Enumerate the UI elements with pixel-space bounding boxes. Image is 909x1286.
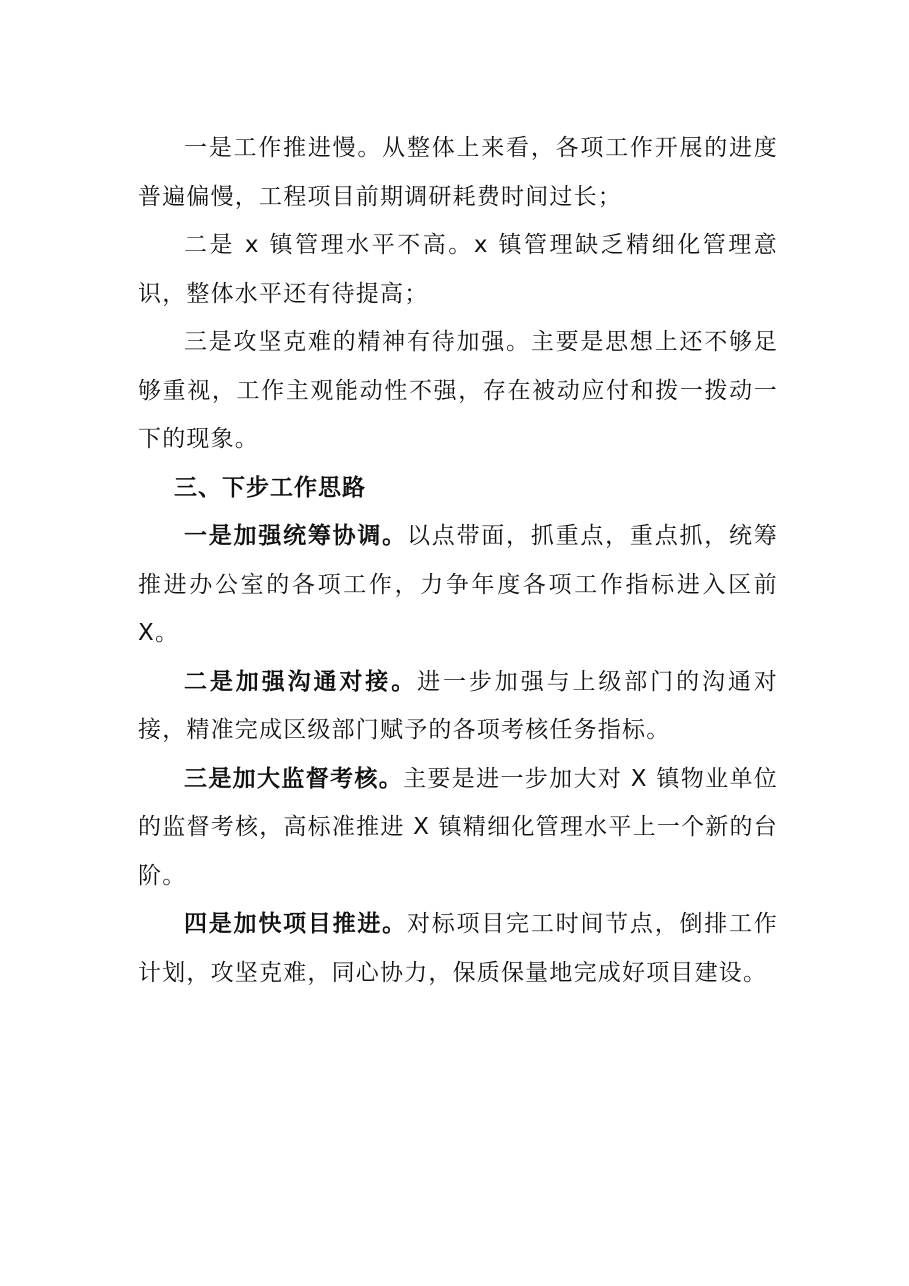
paragraph-measure-3 xyxy=(138,755,778,901)
paragraph-measure-1 xyxy=(138,512,778,658)
measure-lead: 二是加强沟通对接。 xyxy=(184,668,418,695)
paragraph-problem-3 xyxy=(138,318,778,464)
paragraph-text: 三是攻坚克难的精神有待加强。主要是思想上还不够足够重视，工作主观能动性不强，存在被动应付和拨一拨动一下的现象。 xyxy=(138,329,778,452)
section-heading: 三、下步工作思路 xyxy=(174,474,366,501)
measure-lead: 四是加快项目推进。 xyxy=(184,911,407,937)
measure-text: 主要是进一步加大对 X 镇物业单位的监督考核，高标准推进 X 镇精细化管理水平上一个新的台阶。 xyxy=(138,765,778,889)
measure-lead: 三是加大监督考核。 xyxy=(184,765,404,792)
measure-text: 对标项目完工时间节点，倒排工作计划，攻坚克难，同心协力，保质保量地完成好项目建设。 xyxy=(138,911,778,986)
paragraph-measure-4 xyxy=(138,900,778,997)
paragraph-problem-2 xyxy=(138,221,778,318)
paragraph-measure-2 xyxy=(138,658,778,755)
document-page xyxy=(138,124,778,997)
paragraph-text: 二是 x 镇管理水平不高。x 镇管理缺乏精细化管理意识，整体水平还有待提高； xyxy=(138,232,778,307)
measure-text: 进一步加强与上级部门的沟通对接，精准完成区级部门赋予的各项考核任务指标。 xyxy=(138,668,778,743)
measure-lead: 一是加强统筹协调。 xyxy=(184,523,407,549)
paragraph-text: 一是工作推进慢。从整体上来看，各项工作开展的进度普遍偏慢，工程项目前期调研耗费时间过长； xyxy=(138,135,778,210)
measure-text: 以点带面，抓重点，重点抓，统筹推进办公室的各项工作，力争年度各项工作指标进入区前X。 xyxy=(138,523,778,646)
paragraph-problem-1 xyxy=(138,124,778,221)
